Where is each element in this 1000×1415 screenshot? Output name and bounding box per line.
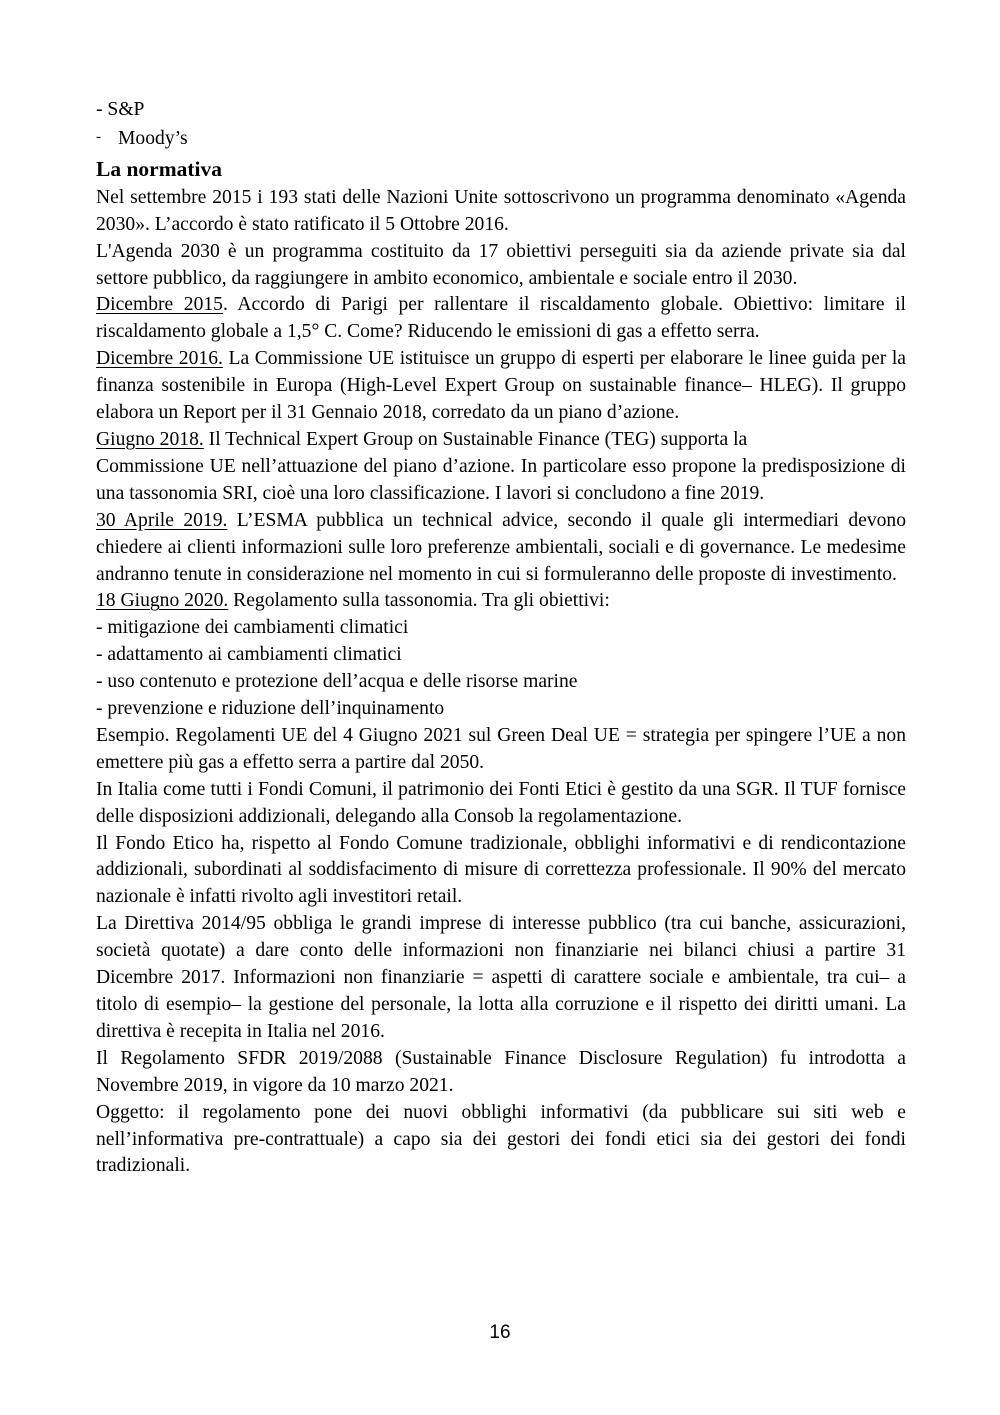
objective-item: - adattamento ai cambiamenti climatici xyxy=(96,644,402,666)
page-number: 16 xyxy=(489,1322,511,1343)
date-giugno-2018: Giugno 2018. xyxy=(96,428,204,450)
paragraph-aprile-2019 xyxy=(96,508,906,589)
text-giugno-2018-first: Il Technical Expert Group on Sustainable Finance (TEG) supporta la xyxy=(203,428,748,450)
text-aprile-2019: L’ESMA pubblica un technical advice, secondo il quale gli intermediari devono chiedere ai clienti informazioni sulle loro preferenze ambientali, sociali e di governance. Le medesime andranno tenute in considerazione nel momento in cui si formuleranno delle proposte di investimento. xyxy=(96,509,907,585)
paragraph-sfdr: Il Regolamento SFDR 2019/2088 (Sustainable Finance Disclosure Regulation) fu introdotta a Novembre 2019, in vigore da 10 marzo 2021. xyxy=(96,1047,906,1096)
date-aprile-2019: 30 Aprile 2019. xyxy=(96,509,228,531)
paragraph-oggetto: Oggetto: il regolamento pone dei nuovi obblighi informativi (da pubblicare sui siti web e nell’informativa pre-contrattuale) a capo sia dei gestori dei fondi etici sia dei gestori dei fondi tradizionali. xyxy=(96,1101,906,1177)
section-heading: La normativa xyxy=(96,156,223,181)
objective-item: - uso contenuto e protezione dell’acqua e delle risorse marine xyxy=(96,671,578,693)
list-item-sp: - S&P xyxy=(96,99,145,120)
date-dicembre-2015: Dicembre 2015 xyxy=(96,294,223,316)
text-dicembre-2016: La Commissione UE istituisce un gruppo di esperti per elaborare le linee guida per la finanza sostenibile in Europa (High-Level Expert Group on sustainable finance– HLEG). Il gruppo elabora un Report per il 31 Gennaio 2018, corredato da un piano d’azione. xyxy=(96,348,906,424)
paragraph-direttiva-2014-95: La Direttiva 2014/95 obbliga le grandi imprese di interesse pubblico (tra cui banche, assicurazioni, società quotate) a dare conto delle informazioni non finanziarie nei bilanci chiusi a partire 31 Dicembre 2017. Informazioni non finanziarie = aspetti di carattere sociale e ambientale, tra cui– a titolo di esempio– la gestione del personale, la lotta alla corruzione e il rispetto dei diritti umani. La direttiva è recepita in Italia nel 2016. xyxy=(96,913,906,1042)
list-dash: - xyxy=(96,128,101,145)
paragraph-agenda-2030: Nel settembre 2015 i 193 stati delle Nazioni Unite sottoscrivono un programma denominato «Agenda 2030». L’accordo è stato ratificato il 5 Ottobre 2016. xyxy=(96,186,906,235)
text-dicembre-2015: . Accordo di Parigi per rallentare il riscaldamento globale. Obiettivo: limitare il riscaldamento globale a 1,5° C. Come? Riducendo le emissioni di gas a effetto serra. xyxy=(96,294,906,343)
paragraph-green-deal: Esempio. Regolamenti UE del 4 Giugno 2021 sul Green Deal UE = strategia per spingere l’UE a non emettere più gas a effetto serra a partire dal 2050. xyxy=(96,724,906,773)
paragraph-fondo-etico: Il Fondo Etico ha, rispetto al Fondo Comune tradizionale, obblighi informativi e di rendicontazione addizionali, subordinati al soddisfacimento di misure di correttezza professionale. Il 90% del mercato nazionale è infatti rivolto agli investitori retail. xyxy=(96,832,906,908)
list-item-moodys-text: Moody’s xyxy=(118,127,188,149)
paragraph-agenda-description: L'Agenda 2030 è un programma costituito da 17 obiettivi perseguiti sia da aziende private sia dal settore pubblico, da raggiungere in ambito economico, ambientale e sociale entro il 2030. xyxy=(96,240,906,289)
paragraph-italia-fondi: In Italia come tutti i Fondi Comuni, il patrimonio dei Fonti Etici è gestito da una SGR. Il TUF fornisce delle disposizioni addizionali, delegando alla Consob la regolamentazione. xyxy=(96,778,906,827)
paragraph-dicembre-2015 xyxy=(96,292,906,346)
list-item-moodys xyxy=(96,124,906,153)
paragraph-giugno-2020 xyxy=(96,588,906,615)
line-giugno-2018 xyxy=(96,427,906,454)
date-giugno-2020: 18 Giugno 2020. xyxy=(96,590,229,612)
paragraph-giugno-2018-rest: Commissione UE nell’attuazione del piano d’azione. In particolare esso propone la predisposizione di una tassonomia SRI, cioè una loro classificazione. I lavori si concludono a fine 2019. xyxy=(96,455,906,504)
document-page xyxy=(96,97,906,1180)
text-giugno-2020: Regolamento sulla tassonomia. Tra gli obiettivi: xyxy=(228,590,610,612)
objective-item: - prevenzione e riduzione dell’inquinamento xyxy=(96,698,445,720)
objective-item: - mitigazione dei cambiamenti climatici xyxy=(96,617,409,639)
paragraph-dicembre-2016 xyxy=(96,346,906,427)
date-dicembre-2016: Dicembre 2016. xyxy=(96,348,223,370)
